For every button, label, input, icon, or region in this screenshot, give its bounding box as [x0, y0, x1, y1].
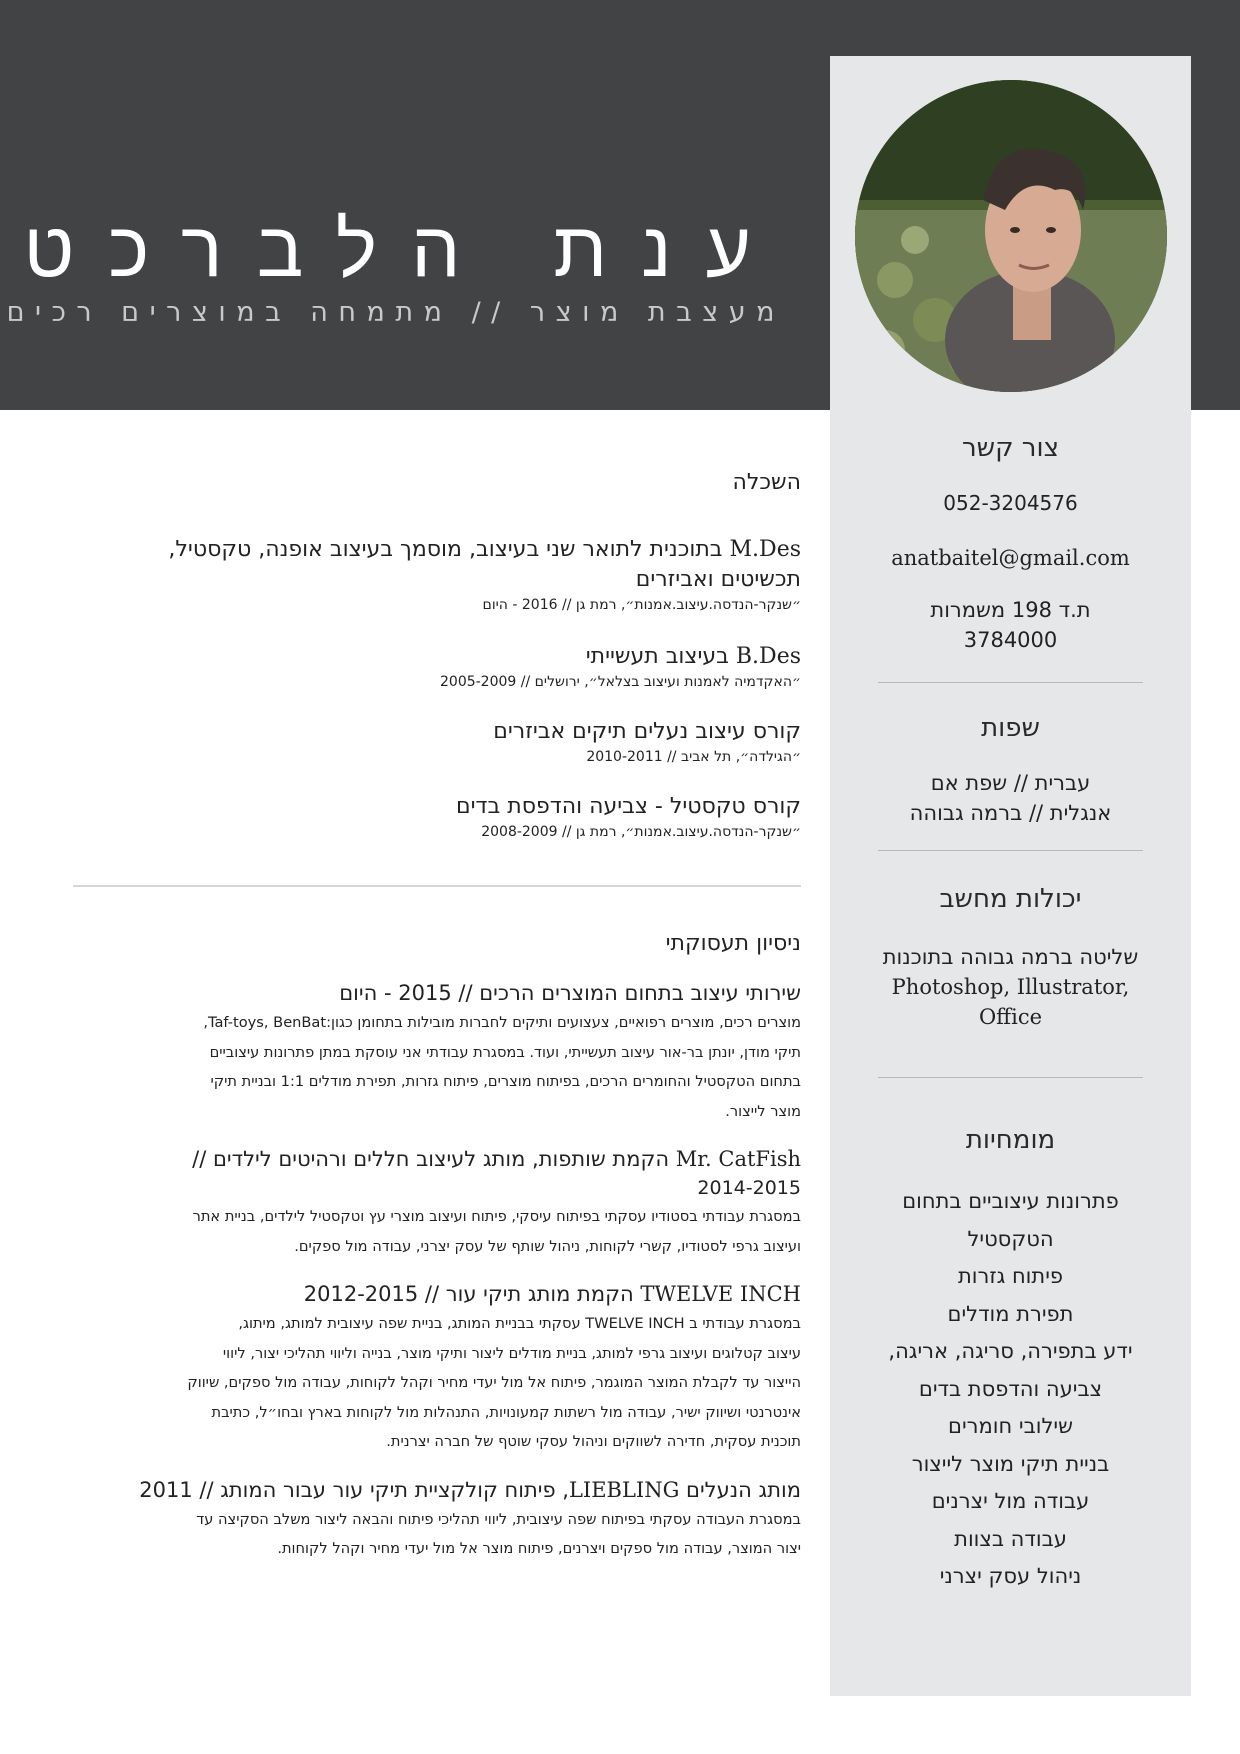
language-english: אנגלית // ברמה גבוהה: [909, 801, 1112, 825]
job-description-line: מוצרים רכים, מוצרים רפואיים, צעצועים ותיקים לחברות מובילות בתחומן כגון:Taf-toys, BenBat,: [203, 1014, 801, 1031]
job-title: [73, 1475, 801, 1505]
portrait-photo: [855, 80, 1167, 392]
job-title-text: הקמת מותג תיקי עור // 2012-2015: [303, 1282, 641, 1306]
job-title-text: , פיתוח קולקציית תיקי עור עבור המותג // 2011: [139, 1477, 569, 1502]
brand-name: Mr. CatFish: [675, 1147, 801, 1171]
education-item: [73, 792, 801, 842]
expertise-item: בניית תיקי מוצר לייצור: [911, 1451, 1110, 1476]
job-description-line: תוכנית עסקית, חדירה לשווקים וניהול עסקי שוטף של חברה יצרנית.: [386, 1433, 801, 1450]
job-description-line: עיצוב קטלוגים ועיצוב גרפי למותג, בניית מודלים ליצור ותיקי מוצר, בנייה וליווי תהליכי יצור, ליווי: [222, 1344, 801, 1362]
education-item-title: [73, 535, 801, 565]
job-description-line: במסגרת העבודה עסקתי בפיתוח שפה עיצובית, ליווי תהליכי פיתוח והבאה ליצור משלב הסקיצה עד: [196, 1510, 801, 1528]
brand-name: TWELVE INCH: [640, 1282, 801, 1306]
job-description: [73, 1008, 801, 1126]
job-item: [73, 1279, 801, 1457]
expertise-item: הטקסטיל: [967, 1226, 1054, 1251]
computer-skills-line2: Photoshop, Illustrator,: [891, 975, 1130, 999]
job-item: [73, 1144, 801, 1261]
expertise-item: פיתוח גזרות: [957, 1264, 1064, 1288]
job-item: [73, 978, 801, 1126]
computer-skills-title: יכולות מחשב: [939, 884, 1082, 914]
expertise-item: ניהול עסק יצרני: [939, 1564, 1082, 1588]
degree-description-line2: תכשיטים ואביזרים: [635, 567, 801, 592]
degree-name: B.Des: [735, 644, 801, 669]
language-hebrew: עברית // שפת אם: [930, 771, 1091, 795]
education-item: [73, 642, 801, 692]
degree-description: בתוכנית לתואר שני בעיצוב, מוסמך בעיצוב אופנה, טקסטיל,: [168, 537, 730, 562]
education-item-title: קורס עיצוב נעלים תיקים אביזרים: [493, 719, 801, 744]
education-item-institution: ״הגילדה״, תל אביב // 2010-2011: [586, 749, 801, 765]
job-description-line: תיקי מודן, יונתן בר-אור עיצוב תעשייתי, ועוד. במסגרת עבודתי אני עוסקת במתן פתרונות עיצוביים: [209, 1043, 801, 1061]
expertise-item: ידע בתפירה, סריגה, אריגה,: [888, 1339, 1133, 1363]
job-years: 2014-2015: [697, 1177, 801, 1199]
contact-address-line1: ת.ד 198 משמרות: [930, 598, 1091, 622]
expertise-item: תפירת מודלים: [947, 1301, 1074, 1326]
expertise-title: מומחיות: [965, 1125, 1056, 1155]
brand-name: LIEBLING: [568, 1477, 680, 1502]
contact-title: צור קשר: [962, 433, 1059, 463]
computer-skills-line3: Office: [978, 1005, 1043, 1029]
contact-phone: 052-3204576: [943, 491, 1078, 515]
job-item: [73, 1475, 801, 1564]
degree-description: בעיצוב תעשייתי: [585, 644, 736, 669]
expertise-item: פתרונות עיצוביים בתחום: [902, 1189, 1119, 1213]
education-title: השכלה: [732, 470, 801, 495]
job-title: [73, 1144, 801, 1174]
job-description: [73, 1309, 801, 1457]
job-description: [73, 1202, 801, 1261]
job-title: [73, 1279, 801, 1309]
education-item-institution: ״האקדמיה לאמנות ועיצוב בצלאל״, ירושלים // 2005-2009: [440, 674, 801, 690]
candidate-name: ענת הלברכט: [23, 205, 785, 295]
expertise-item: עבודה מול יצרנים: [931, 1489, 1090, 1513]
expertise-item: שילובי חומרים: [948, 1414, 1073, 1438]
education-item: [73, 535, 801, 615]
computer-skills-line1: שליטה ברמה גבוהה בתוכנות: [882, 945, 1139, 969]
job-description-line: במסגרת עבודתי ב TWELVE INCH עסקתי בבניית המותג, בניית שפה עיצובית למותג, מיתוג,: [238, 1315, 801, 1332]
expertise-item: צביעה והדפסת בדים: [918, 1376, 1103, 1401]
candidate-tagline: מעצבת מוצר // מתמחה במוצרים רכים: [6, 297, 785, 328]
job-title: שירותי עיצוב בתחום המוצרים הרכים // 2015 - היום: [339, 981, 801, 1005]
job-description-line: הייצור עד לקבלת המוצר המוגמר, פיתוח אל מול יעדי מחיר וקהל לקוחות, עבודה מול ספקים, שיווק: [187, 1374, 801, 1391]
job-description-line: במסגרת עבודתי בסטודיו עסקתי בפיתוח עיסקי, פיתוח ועיצוב מוצרי עץ וטקסטיל לילדים, בניית אתר: [192, 1208, 801, 1225]
education-item-institution: ״שנקר-הנדסה.עיצוב.אמנות״, רמת גן // 2016 - היום: [482, 597, 801, 613]
job-description-line: מוצר לייצור.: [725, 1102, 801, 1120]
job-description-line: יצור המוצר, עבודה מול ספקים ויצרנים, פיתוח מוצר אל מול יעדי מחיר וקהל לקוחות.: [277, 1540, 801, 1557]
job-description-line: ועיצוב גרפי לסטודיו, קשרי לקוחות, ניהול שותף של עסק יצרני, עבודה מול ספקים.: [294, 1237, 801, 1255]
languages-title: שפות: [981, 713, 1040, 743]
education-item-institution: ״שנקר-הנדסה.עיצוב.אמנות״, רמת גן // 2008-2009: [481, 824, 801, 840]
experience-title: ניסיון תעסוקתי: [665, 931, 801, 956]
degree-name: M.Des: [729, 537, 801, 562]
education-item-title: קורס טקסטיל - צביעה והדפסת בדים: [456, 794, 801, 819]
job-title-text: הקמת שותפות, מותג לעיצוב חללים ורהיטים לילדים //: [192, 1147, 676, 1171]
contact-email: anatbaitel@gmail.com: [891, 546, 1130, 570]
education-item-title: [73, 642, 801, 672]
sidebar-content: [830, 410, 1191, 1596]
expertise-item: עבודה בצוות: [954, 1526, 1067, 1551]
job-description-line: אינטרנטי ושיווק ישיר, עבודה מול רשתות קמעונויות, התנהלות מול לקוחות בארץ ובחו״ל, כתיבת: [211, 1403, 801, 1421]
contact-address-line2: 3784000: [963, 628, 1058, 652]
expertise-list: [830, 1183, 1191, 1596]
job-description: [73, 1505, 801, 1564]
education-item: [73, 717, 801, 767]
main-column: [73, 470, 801, 1564]
job-description-line: בתחום הטקסטיל והחומרים הרכים, בפיתוח מוצרים, פיתוח גזרות, תפירת מודלים 1:1 ובניית תיקי: [210, 1073, 801, 1090]
portrait-photo-icon: [855, 80, 1167, 392]
job-title-prefix: מותג הנעלים: [679, 1477, 801, 1502]
